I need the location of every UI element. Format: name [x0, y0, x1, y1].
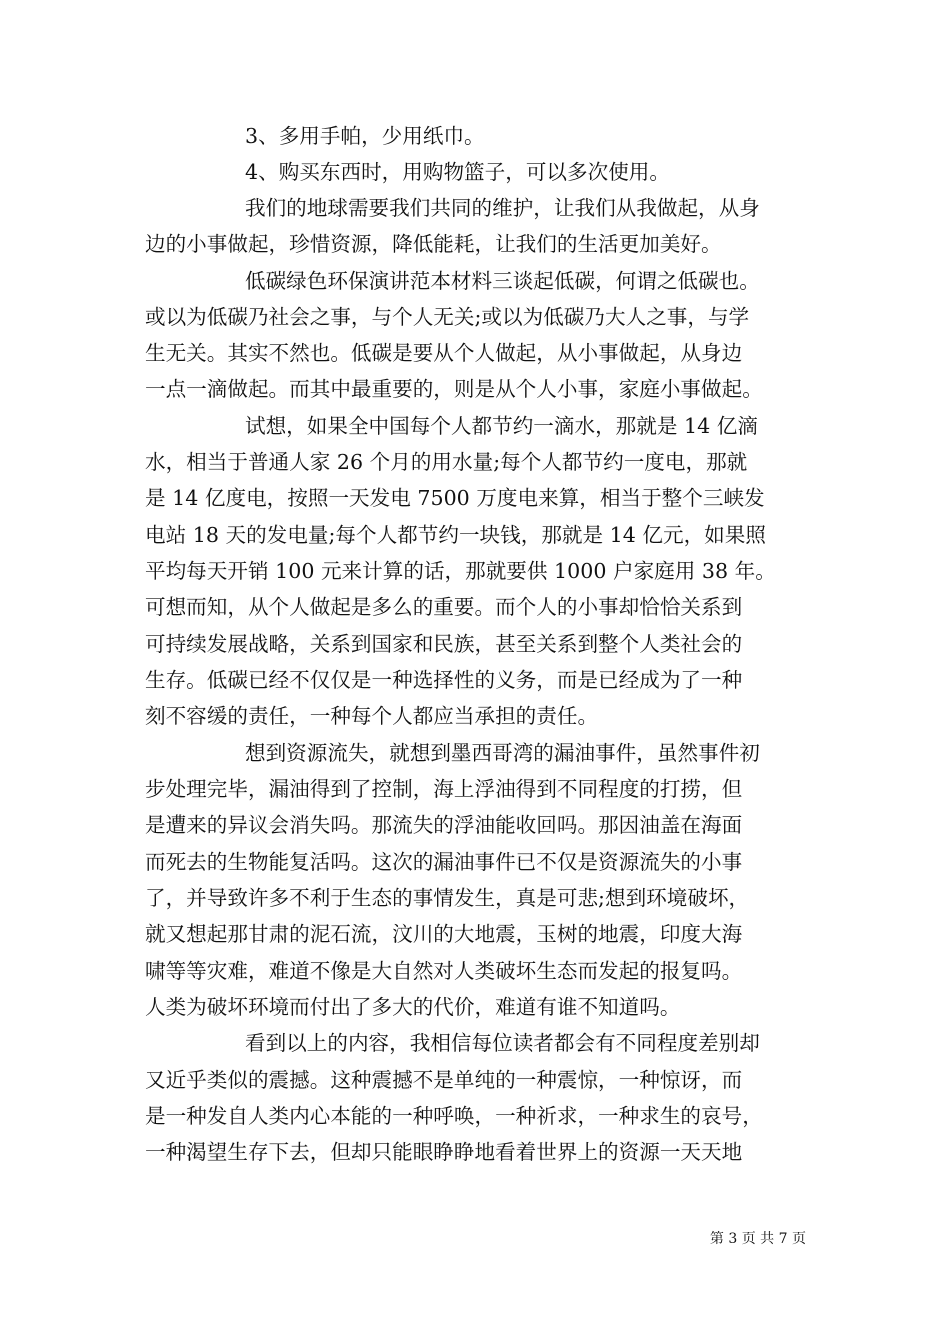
paragraph-line: 可想而知，从个人做起是多么的重要。而个人的小事却恰恰关系到 — [145, 595, 743, 619]
paragraph-line: 人类为破坏环境而付出了多大的代价，难道有谁不知道吗。 — [145, 995, 681, 1019]
paragraph-line: 试想，如果全中国每个人都节约一滴水，那就是 14 亿滴 — [245, 414, 758, 438]
paragraph-line: 而死去的生物能复活吗。这次的漏油事件已不仅是资源流失的小事 — [145, 850, 743, 874]
page-number-footer: 第 3 页 共 7 页 — [709, 1231, 806, 1247]
paragraph-line: 生存。低碳已经不仅仅是一种选择性的义务，而是已经成为了一种 — [145, 668, 743, 692]
paragraph-line: 水，相当于普通人家 26 个月的用水量;每个人都节约一度电，那就 — [145, 450, 748, 474]
paragraph-line: 或以为低碳乃社会之事，与个人无关;或以为低碳乃大人之事，与学 — [145, 305, 750, 329]
paragraph-line: 一种渴望生存下去，但却只能眼睁睁地看着世界上的资源一天天地 — [145, 1140, 743, 1164]
paragraph-line: 3、多用手帕，少用纸巾。 — [245, 124, 485, 148]
paragraph-line: 4、购买东西时，用购物篮子，可以多次使用。 — [245, 160, 670, 184]
paragraph-line: 是一种发自人类内心本能的一种呼唤，一种祈求，一种求生的哀号， — [145, 1104, 763, 1128]
paragraph-line: 一点一滴做起。而其中最重要的，则是从个人小事，家庭小事做起。 — [145, 377, 763, 401]
paragraph-line: 低碳绿色环保演讲范本材料三谈起低碳，何谓之低碳也。 — [245, 269, 760, 293]
paragraph-line: 就又想起那甘肃的泥石流，汶川的大地震，玉树的地震，印度大海 — [145, 922, 743, 946]
paragraph-line: 生无关。其实不然也。低碳是要从个人做起，从小事做起，从身边 — [145, 341, 743, 365]
paragraph-line: 是 14 亿度电，按照一天发电 7500 万度电来算，相当于整个三峡发 — [145, 486, 765, 510]
paragraph-line: 啸等等灾难，难道不像是大自然对人类破坏生态而发起的报复吗。 — [145, 959, 743, 983]
paragraph-line: 又近乎类似的震撼。这种震撼不是单纯的一种震惊，一种惊讶，而 — [145, 1068, 743, 1092]
paragraph-line: 电站 18 天的发电量;每个人都节约一块钱，那就是 14 亿元，如果照 — [145, 523, 766, 547]
paragraph-line: 刻不容缓的责任，一种每个人都应当承担的责任。 — [145, 704, 599, 728]
paragraph-line: 平均每天开销 100 元来计算的话，那就要供 1000 户家庭用 38 年。 — [145, 559, 776, 583]
paragraph-line: 步处理完毕，漏油得到了控制，海上浮油得到不同程度的打捞，但 — [145, 777, 743, 801]
paragraph-line: 可持续发展战略，关系到国家和民族，甚至关系到整个人类社会的 — [145, 632, 743, 656]
paragraph-line: 边的小事做起，珍惜资源，降低能耗，让我们的生活更加美好。 — [145, 232, 722, 256]
paragraph-line: 想到资源流失，就想到墨西哥湾的漏油事件，虽然事件初 — [245, 741, 760, 765]
paragraph-line: 了，并导致许多不利于生态的事情发生，真是可悲;想到环境破坏， — [145, 886, 750, 910]
paragraph-line: 是遭来的异议会消失吗。那流失的浮油能收回吗。那因油盖在海面 — [145, 813, 743, 837]
paragraph-line: 我们的地球需要我们共同的维护，让我们从我做起，从身 — [245, 196, 760, 220]
paragraph-line: 看到以上的内容，我相信每位读者都会有不同程度差别却 — [245, 1031, 760, 1055]
